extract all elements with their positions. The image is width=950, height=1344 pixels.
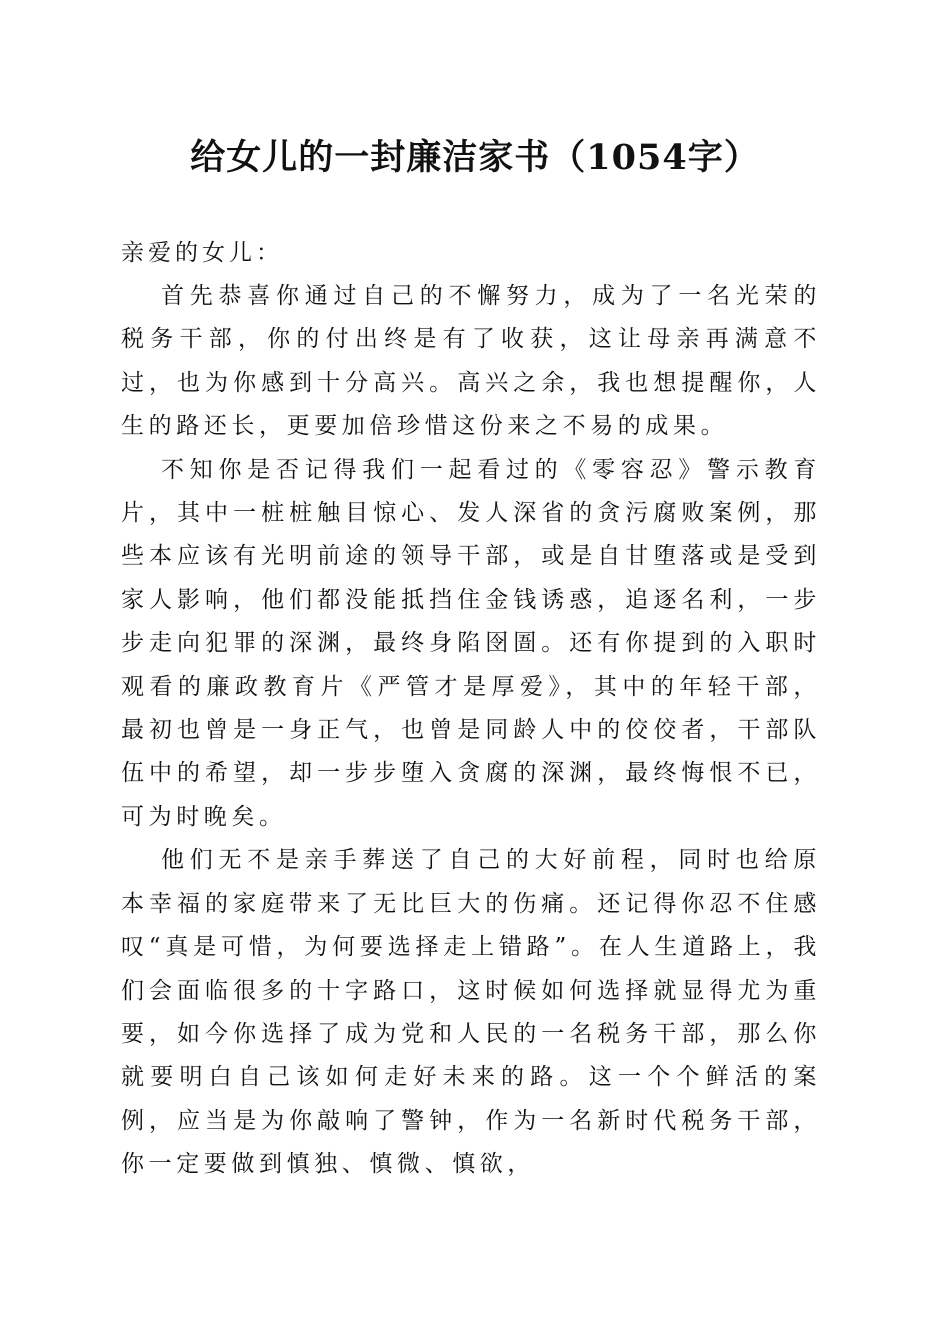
document-title: 给女儿的一封廉洁家书（1054字）	[190, 137, 760, 178]
salutation: 亲爱的女儿：	[121, 240, 283, 266]
letter-body	[121, 232, 821, 1187]
paragraph-3: 他们无不是亲手葬送了自己的大好前程，同时也给原本幸福的家庭带来了无比巨大的伤痛。还记得你忍不住感叹“真是可惜，为何要选择走上错路”。在人生道路上，我们会面临很多的十字路口，这时候如何选择就显得尤为重要，如今你选择了成为党和人民的一名税务干部，那么你就要明白自己该如何走好未来的路。这一个个鲜活的案例，应当是为你敲响了警钟，作为一名新时代税务干部，你一定要做到慎独、慎微、慎欲，	[121, 847, 821, 1178]
paragraph-2: 不知你是否记得我们一起看过的《零容忍》警示教育片，其中一桩桩触目惊心、发人深省的贪污腐败案例，那些本应该有光明前途的领导干部，或是自甘堕落或是受到家人影响，他们都没能抵挡住金钱诱惑，追逐名利，一步步走向犯罪的深渊，最终身陷囹圄。还有你提到的入职时观看的廉政教育片《严管才是厚爱》，其中的年轻干部，最初也曾是一身正气，也曾是同龄人中的佼佼者，干部队伍中的希望，却一步步堕入贪腐的深渊，最终悔恨不已，可为时晚矣。	[121, 456, 821, 830]
paragraph-1: 首先恭喜你通过自己的不懈努力，成为了一名光荣的税务干部，你的付出终是有了收获，这让母亲再满意不过，也为你感到十分高兴。高兴之余，我也想提醒你，人生的路还长，更要加倍珍惜这份来之不易的成果。	[121, 283, 821, 440]
